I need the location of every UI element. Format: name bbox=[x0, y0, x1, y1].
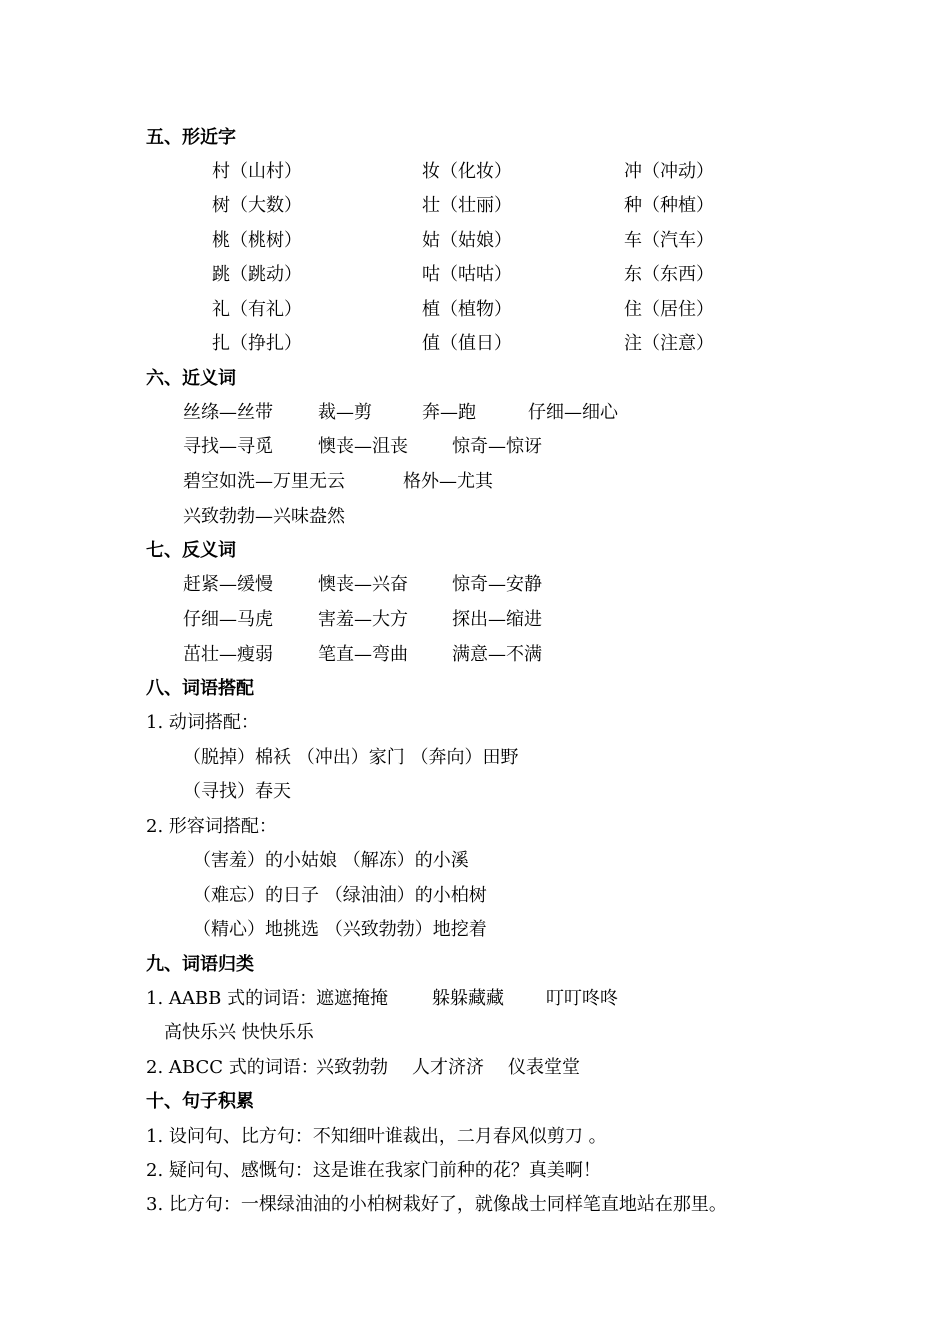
similar-chars-row bbox=[0, 194, 950, 218]
section-heading-similar-chars: 五、形近字 bbox=[146, 127, 236, 148]
section-heading-word-classification: 九、词语归类 bbox=[146, 954, 254, 975]
classification-word: 躲躲藏藏 bbox=[432, 988, 504, 1009]
similar-char-item: 扎（挣扎） bbox=[212, 333, 302, 354]
word-pair: 丝绦—丝带 bbox=[183, 402, 273, 423]
similar-char-item: 咕（咕咕） bbox=[422, 264, 512, 285]
word-pair: 寻找—寻觅 bbox=[183, 436, 273, 457]
similar-char-item: 值（值日） bbox=[422, 333, 512, 354]
word-pair: 惊奇—安静 bbox=[452, 574, 542, 595]
subheading-verb-collocations: 1. 动词搭配： bbox=[146, 712, 259, 733]
word-pair: 探出—缩进 bbox=[452, 609, 542, 630]
similar-chars-row bbox=[0, 332, 950, 356]
synonyms-row bbox=[0, 505, 950, 529]
similar-char-item: 妆（化妆） bbox=[422, 161, 512, 182]
similar-char-item: 冲（冲动） bbox=[624, 161, 714, 182]
classification-word: 兴致勃勃 bbox=[316, 1057, 388, 1078]
word-pair: 害羞—大方 bbox=[318, 609, 408, 630]
synonyms-row bbox=[0, 470, 950, 494]
collocation-line: （寻找）春天 bbox=[183, 781, 291, 802]
classification-label: 2. ABCC 式的词语： bbox=[146, 1057, 319, 1078]
section-heading-collocations: 八、词语搭配 bbox=[146, 678, 254, 699]
word-pair: 懊丧—兴奋 bbox=[318, 574, 408, 595]
word-pair: 赶紧—缓慢 bbox=[183, 574, 273, 595]
word-pair: 兴致勃勃—兴味盎然 bbox=[183, 506, 345, 527]
word-pair: 惊奇—惊讶 bbox=[452, 436, 542, 457]
similar-char-item: 跳（跳动） bbox=[212, 264, 302, 285]
synonyms-row bbox=[0, 435, 950, 459]
classification-word: 人才济济 bbox=[412, 1057, 484, 1078]
word-pair: 仔细—细心 bbox=[528, 402, 618, 423]
similar-chars-row bbox=[0, 160, 950, 184]
word-pair: 懊丧—沮丧 bbox=[318, 436, 408, 457]
similar-chars-row bbox=[0, 229, 950, 253]
classification-row bbox=[0, 987, 950, 1011]
word-pair: 格外—尤其 bbox=[403, 471, 493, 492]
classification-row bbox=[0, 1056, 950, 1080]
similar-char-item: 注（注意） bbox=[624, 333, 714, 354]
antonyms-row bbox=[0, 608, 950, 632]
word-pair: 裁—剪 bbox=[318, 402, 372, 423]
antonyms-row bbox=[0, 643, 950, 667]
collocation-line: （害羞）的小姑娘 （解冻）的小溪 bbox=[193, 850, 469, 871]
similar-chars-row bbox=[0, 298, 950, 322]
section-heading-sentences: 十、句子积累 bbox=[146, 1091, 254, 1112]
similar-char-item: 礼（有礼） bbox=[212, 299, 302, 320]
classification-word: 仪表堂堂 bbox=[508, 1057, 580, 1078]
similar-char-item: 住（居住） bbox=[624, 299, 714, 320]
collocation-line: （精心）地挑选 （兴致勃勃）地挖着 bbox=[193, 919, 487, 940]
sentence-line: 3. 比方句：一棵绿油油的小柏树栽好了，就像战士同样笔直地站在那里。 bbox=[146, 1194, 727, 1215]
similar-char-item: 种（种植） bbox=[624, 195, 714, 216]
collocation-line: （难忘）的日子 （绿油油）的小柏树 bbox=[193, 885, 487, 906]
similar-char-item: 姑（姑娘） bbox=[422, 230, 512, 251]
similar-char-item: 植（植物） bbox=[422, 299, 512, 320]
subheading-adjective-collocations: 2. 形容词搭配： bbox=[146, 816, 277, 837]
similar-chars-row bbox=[0, 263, 950, 287]
word-pair: 碧空如洗—万里无云 bbox=[183, 471, 345, 492]
similar-char-item: 壮（壮丽） bbox=[422, 195, 512, 216]
synonyms-row bbox=[0, 401, 950, 425]
classification-continuation: 高快乐兴 快快乐乐 bbox=[164, 1022, 314, 1043]
section-heading-antonyms: 七、反义词 bbox=[146, 540, 236, 561]
sentence-line: 2. 疑问句、感慨句：这是谁在我家门前种的花？真美啊！ bbox=[146, 1160, 601, 1181]
word-pair: 奔—跑 bbox=[422, 402, 476, 423]
similar-char-item: 村（山村） bbox=[212, 161, 302, 182]
similar-char-item: 东（东西） bbox=[624, 264, 714, 285]
classification-word: 遮遮掩掩 bbox=[316, 988, 388, 1009]
word-pair: 满意—不满 bbox=[452, 644, 542, 665]
word-pair: 茁壮—瘦弱 bbox=[183, 644, 273, 665]
word-pair: 仔细—马虎 bbox=[183, 609, 273, 630]
classification-label: 1. AABB 式的词语： bbox=[146, 988, 318, 1009]
collocation-line: （脱掉）棉袄 （冲出）家门 （奔向）田野 bbox=[183, 747, 519, 768]
section-heading-synonyms: 六、近义词 bbox=[146, 368, 236, 389]
word-pair: 笔直—弯曲 bbox=[318, 644, 408, 665]
sentence-line: 1. 设问句、比方句：不知细叶谁裁出，二月春风似剪刀 。 bbox=[146, 1126, 607, 1147]
similar-char-item: 树（大数） bbox=[212, 195, 302, 216]
similar-char-item: 桃（桃树） bbox=[212, 230, 302, 251]
similar-char-item: 车（汽车） bbox=[624, 230, 714, 251]
classification-word: 叮叮咚咚 bbox=[546, 988, 618, 1009]
antonyms-row bbox=[0, 573, 950, 597]
